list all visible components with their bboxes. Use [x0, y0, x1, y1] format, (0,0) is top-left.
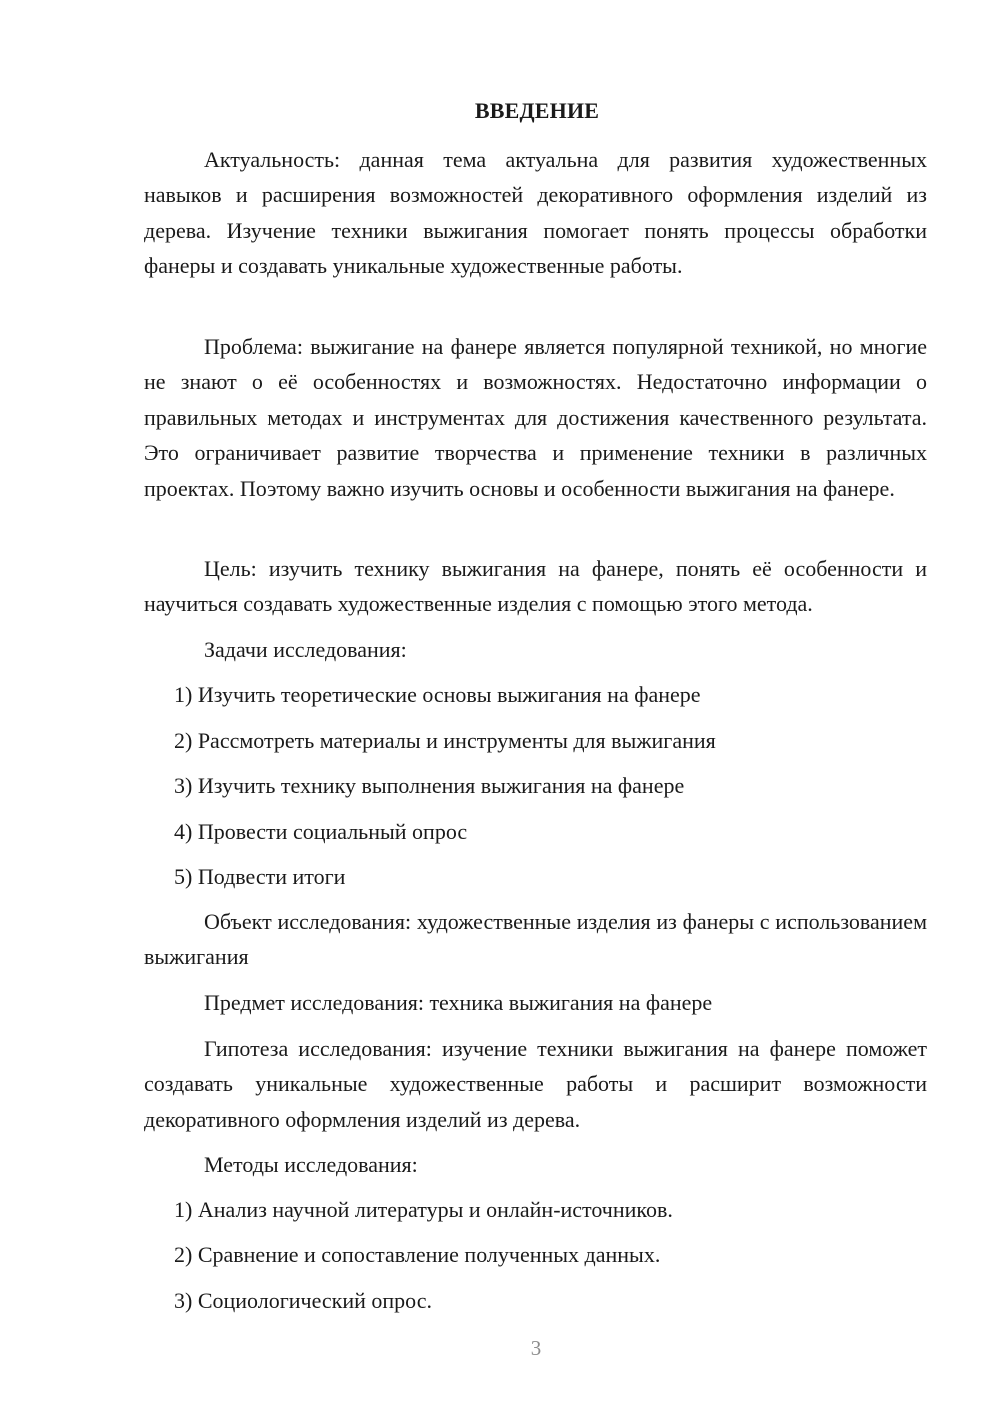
subject-paragraph: Предмет исследования: техника выжигания на фанере [204, 990, 713, 1015]
method-item-block [144, 1283, 927, 1318]
problem-paragraph: Проблема: выжигание на фанере является популярной техникой, но многие не знают о её особенностях и возможностях. Недостаточно информации о правильных методах и инструментах для достижения качественного результата. Это ограничивает развитие творчества и применение техники в различных проектах. Поэтому важно изучить основы и особенности выжигания на фанере. [144, 334, 927, 501]
object-paragraph: Объект исследования: художественные изделия из фанеры с использованием выжигания [144, 909, 927, 970]
method-item: 1) Анализ научной литературы и онлайн-источников. [174, 1197, 673, 1222]
hypothesis-block [144, 1031, 927, 1137]
task-item-block [144, 859, 927, 894]
method-item: 3) Социологический опрос. [174, 1288, 432, 1313]
page-number: 3 [530, 1336, 542, 1360]
tasks-title: Задачи исследования: [204, 637, 407, 662]
tasks-title-block [144, 632, 927, 667]
hypothesis-paragraph: Гипотеза исследования: изучение техники выжигания на фанере поможет создавать уникальные художественные работы и расширит возможности декоративного оформления изделий из дерева. [144, 1036, 927, 1132]
task-item-block [144, 677, 927, 712]
method-item: 2) Сравнение и сопоставление полученных данных. [174, 1242, 661, 1267]
relevance-block [144, 142, 927, 284]
goal-paragraph: Цель: изучить технику выжигания на фанере, понять её особенности и научиться создавать художественные изделия с помощью этого метода. [144, 556, 927, 617]
task-item-block [144, 768, 927, 803]
task-item-block [144, 723, 927, 758]
method-item-block [144, 1237, 927, 1272]
methods-title: Методы исследования: [204, 1152, 418, 1177]
task-item-block [144, 814, 927, 849]
object-block [144, 904, 927, 975]
task-item: 5) Подвести итоги [174, 864, 346, 889]
problem-block [144, 329, 927, 506]
task-item: 3) Изучить технику выполнения выжигания на фанере [174, 773, 685, 798]
relevance-paragraph: Актуальность: данная тема актуальна для развития художественных навыков и расширения возможностей декоративного оформления изделий из дерева. Изучение техники выжигания помогает понять процессы обработки фанеры и создавать уникальные художественные работы. [144, 147, 927, 279]
subject-block [144, 985, 927, 1020]
method-item-block [144, 1192, 927, 1227]
goal-block [144, 551, 927, 622]
section-heading: ВВЕДЕНИЕ [474, 98, 600, 123]
methods-title-block [144, 1147, 927, 1182]
task-item: 1) Изучить теоретические основы выжигания на фанере [174, 682, 701, 707]
task-item: 2) Рассмотреть материалы и инструменты для выжигания [174, 728, 716, 753]
task-item: 4) Провести социальный опрос [174, 819, 468, 844]
